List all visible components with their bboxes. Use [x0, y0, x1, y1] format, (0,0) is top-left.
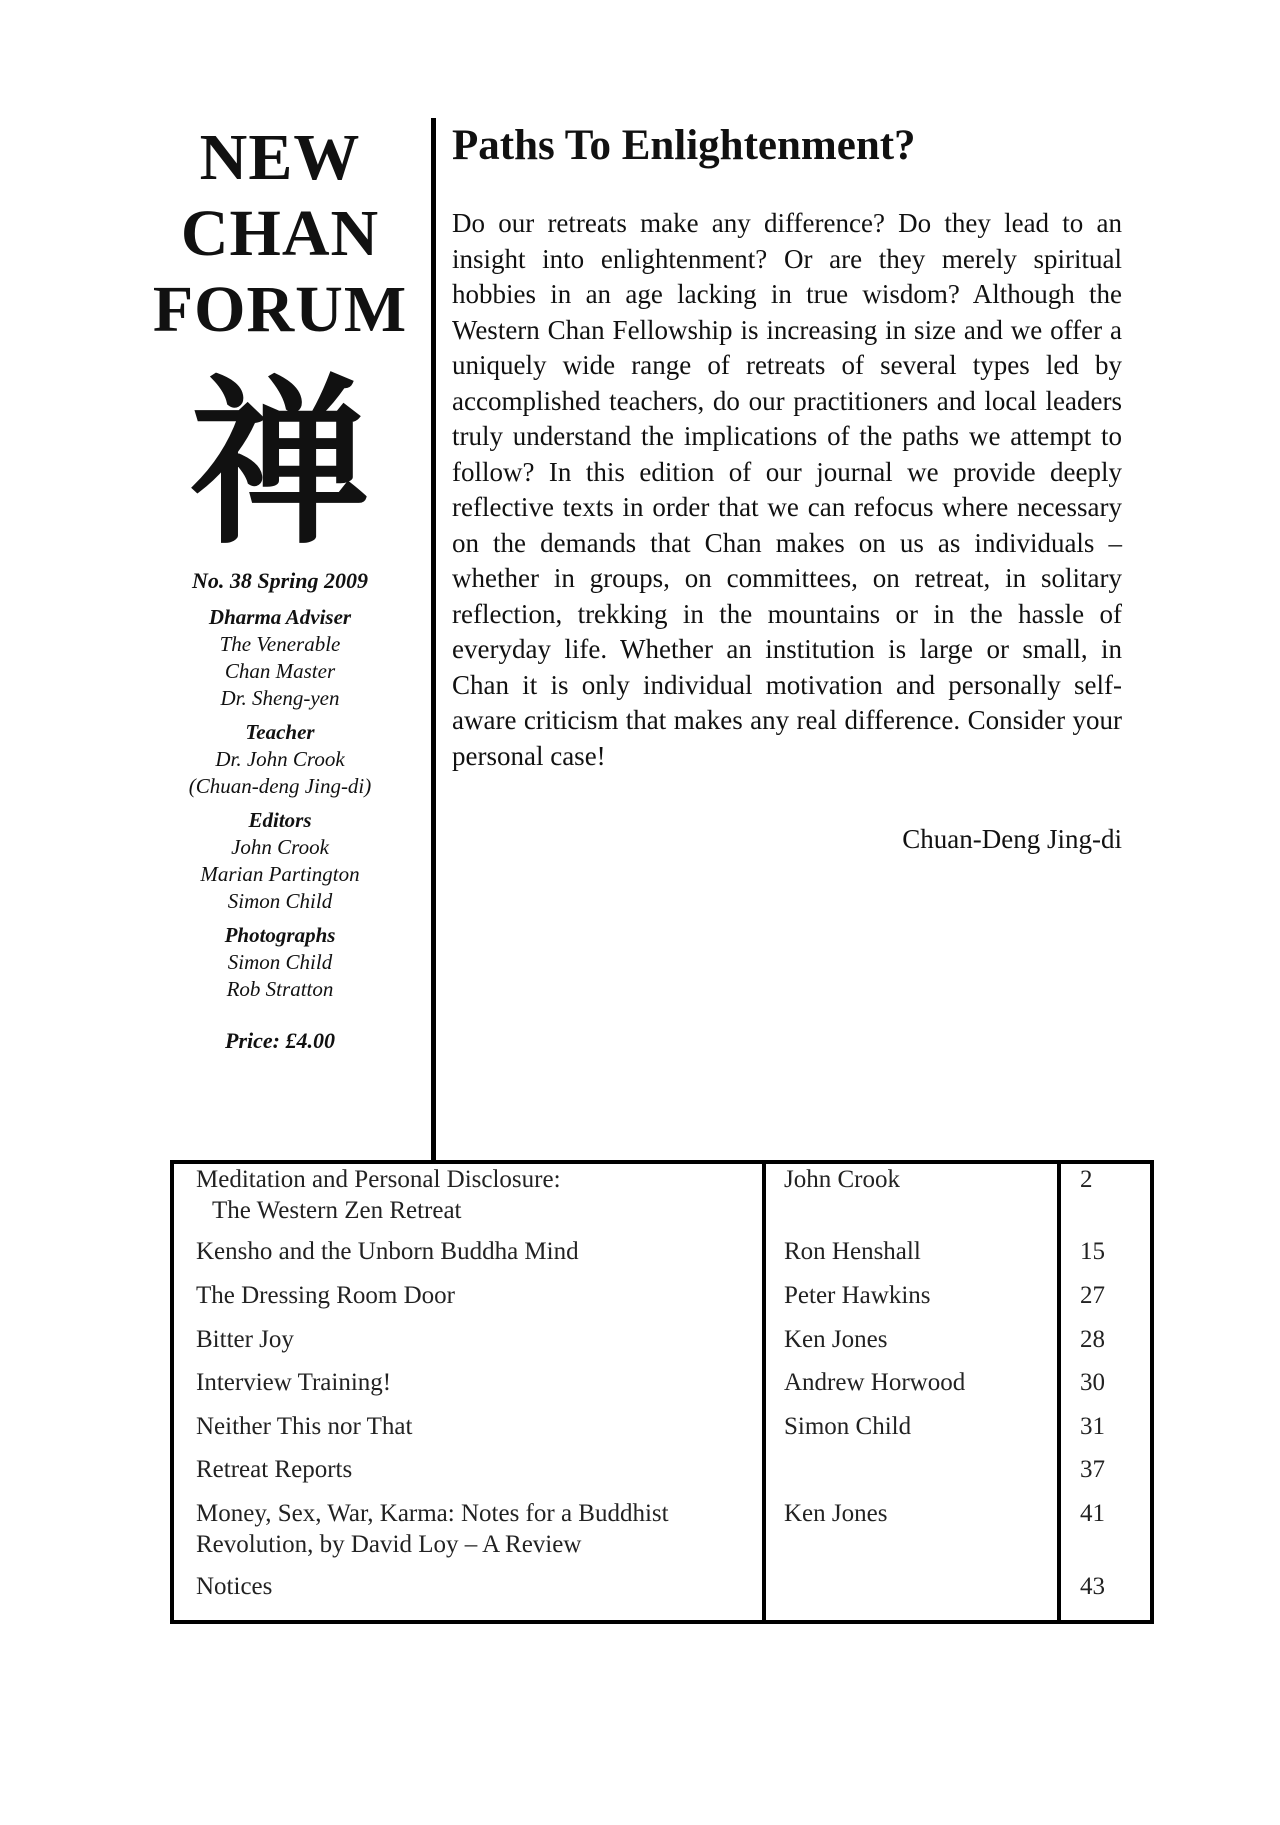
editor-name: John Crook	[231, 835, 329, 859]
contents-page: 27	[1080, 1282, 1105, 1309]
dharma-adviser-group	[150, 604, 410, 712]
contents-title-line: Money, Sex, War, Karma: Notes for a Buddhist	[196, 1500, 669, 1527]
contents-page: 28	[1080, 1326, 1105, 1353]
contents-title: Retreat Reports	[196, 1456, 353, 1483]
contents-column-divider	[762, 1164, 766, 1620]
contents-author: Ken Jones	[784, 1500, 888, 1527]
dharma-adviser-line: Chan Master	[224, 659, 336, 683]
contents-title: Kensho and the Unborn Buddha Mind	[196, 1238, 579, 1265]
contents-title: Neither This nor That	[196, 1413, 413, 1440]
chan-glyph: 禅	[189, 360, 371, 554]
editor-name: Simon Child	[227, 889, 333, 913]
masthead-line-new: NEW	[199, 121, 361, 194]
contents-title	[196, 1164, 756, 1226]
contents-page: 15	[1080, 1238, 1105, 1265]
contents-author: Ken Jones	[784, 1326, 888, 1353]
contents-author: Andrew Horwood	[784, 1369, 966, 1396]
editorial-credits	[150, 566, 410, 1054]
dharma-adviser-heading: Dharma Adviser	[208, 605, 352, 629]
contents-table	[170, 1160, 1154, 1624]
contents-title-line: Revolution, by David Loy – A Review	[196, 1531, 582, 1558]
contents-author: John Crook	[784, 1166, 900, 1193]
contents-page: 30	[1080, 1369, 1105, 1396]
masthead-line-forum: FORUM	[152, 273, 408, 346]
dharma-adviser-line: Dr. Sheng-yen	[220, 686, 340, 710]
contents-column-divider	[1057, 1164, 1061, 1620]
contents-title: Notices	[196, 1573, 273, 1600]
contents-author: Ron Henshall	[784, 1238, 921, 1265]
contents-page: 2	[1080, 1166, 1093, 1193]
masthead-line-chan: CHAN	[180, 197, 380, 270]
photographer-name: Simon Child	[227, 950, 333, 974]
contents-page: 31	[1080, 1413, 1105, 1440]
column-divider	[431, 118, 436, 1160]
article-signature: Chuan-Deng Jing-di	[902, 824, 1122, 854]
contents-title-line: The Western Zen Retreat	[212, 1197, 462, 1224]
contents-title: Interview Training!	[196, 1369, 392, 1396]
photographs-group	[150, 922, 410, 1003]
teacher-name: Dr. John Crook	[215, 747, 345, 771]
contents-author: Peter Hawkins	[784, 1282, 931, 1309]
teacher-group	[150, 719, 410, 800]
contents-page: 37	[1080, 1456, 1105, 1483]
article-title: Paths To Enlightenment?	[452, 122, 916, 169]
contents-author: Simon Child	[784, 1413, 912, 1440]
contents-title	[196, 1498, 756, 1560]
photographs-heading: Photographs	[224, 923, 336, 947]
editor-name: Marian Partington	[200, 862, 360, 886]
contents-page: 41	[1080, 1500, 1105, 1527]
editors-heading: Editors	[248, 808, 312, 832]
contents-title: The Dressing Room Door	[196, 1282, 455, 1309]
photographer-name: Rob Stratton	[226, 977, 334, 1001]
dharma-adviser-line: The Venerable	[219, 632, 341, 656]
price: Price: £4.00	[225, 1028, 335, 1053]
contents-title-line: Meditation and Personal Disclosure:	[196, 1166, 561, 1193]
contents-title: Bitter Joy	[196, 1326, 294, 1353]
chan-calligraphy-icon	[180, 354, 380, 554]
teacher-heading: Teacher	[245, 720, 315, 744]
editors-group	[150, 807, 410, 915]
article-body: Do our retreats make any difference? Do they lead to an insight into enlightenment? Or are they merely spiritual hobbies in an age lacking in true wisdom? Although the Western Chan Fellowship is increasing in size and we offer a uniquely wide range of retreats of several types led by accomplished teachers, do our practitioners and local leaders truly understand the implications of the paths we attempt to follow? In this edition of our journal we provide deeply reflective texts in order that we can refocus where necessary on the demands that Chan makes on us as individuals – whether in groups, on committees, on retreat, in solitary reflection, trekking in the mountains or in the hassle of everyday life. Whether an institution is large or small, in Chan it is only individual motivation and personally self-aware criticism that makes any real difference. Consider your personal case!	[452, 208, 1122, 771]
issue-number: No. 38 Spring 2009	[191, 568, 369, 593]
teacher-name: (Chuan-deng Jing-di)	[188, 774, 372, 798]
contents-page: 43	[1080, 1573, 1105, 1600]
masthead	[150, 120, 410, 554]
